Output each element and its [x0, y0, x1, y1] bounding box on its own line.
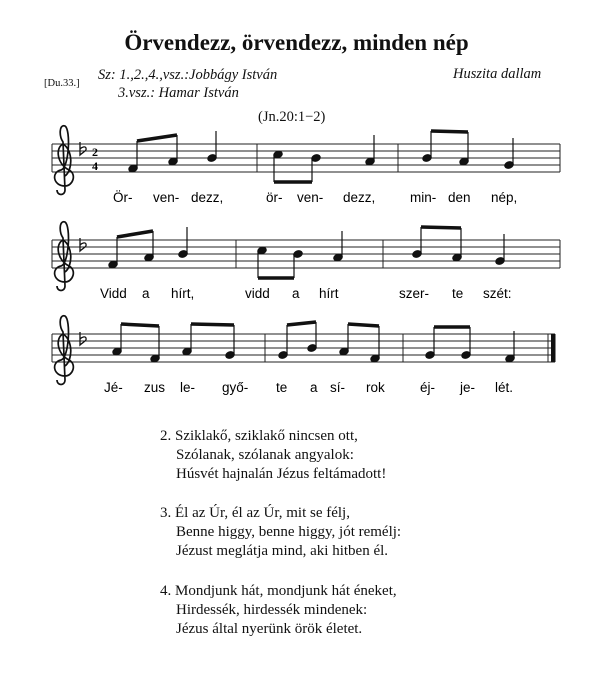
hymnal-reference: [Du.33.] — [44, 78, 80, 89]
bible-reference: (Jn.20:1−2) — [258, 109, 326, 125]
verse-line: Szólanak, szólanak angyalok: — [176, 447, 354, 463]
lyric-syllable: Ör- — [113, 190, 133, 205]
lyric-syllable: sí- — [330, 380, 345, 395]
lyric-syllable: je- — [460, 380, 476, 395]
hymn-title: Örvendezz, örvendezz, minden nép — [124, 30, 469, 55]
staff-system-2 — [52, 222, 560, 301]
lyric-syllable: min- — [410, 190, 437, 205]
notes-system-3 — [112, 322, 515, 363]
notes-system-2 — [108, 227, 505, 278]
lyric-syllable: győ- — [222, 380, 249, 395]
lyrics-line-1 — [113, 190, 517, 205]
notes-system-1 — [128, 131, 514, 182]
verse-2 — [160, 427, 386, 484]
lyric-syllable: hírt, — [171, 286, 195, 301]
final-barline — [551, 334, 556, 362]
verse-line: Jézus által nyerünk örök életet. — [176, 621, 363, 637]
credit-line-2: 3.vsz.: Hamar István — [118, 85, 239, 101]
lyrics-line-3 — [104, 380, 513, 395]
lyric-syllable: dezz, — [191, 190, 224, 205]
lyric-syllable: ven- — [297, 190, 324, 205]
melody-source: Huszita dallam — [453, 66, 542, 82]
lyric-syllable: ör- — [266, 190, 283, 205]
lyric-syllable: le- — [180, 380, 196, 395]
lyric-syllable: nép, — [491, 190, 518, 205]
lyric-syllable: dezz, — [343, 190, 376, 205]
verse-number: 4. — [160, 583, 172, 599]
lyric-syllable: a — [310, 380, 318, 395]
verse-line: 4. Mondjunk hát, mondjunk hát éneket, — [160, 583, 397, 599]
lyric-syllable: hírt — [319, 286, 339, 301]
lyric-syllable: zus — [144, 380, 166, 395]
lyric-syllable: te — [452, 286, 464, 301]
verse-line: Hirdessék, hirdessék mindenek: — [176, 602, 368, 618]
lyric-syllable: Vidd — [100, 286, 127, 301]
staff-system-1 — [52, 126, 560, 205]
lyric-syllable: Jé- — [104, 380, 123, 395]
lyric-syllable: den — [448, 190, 471, 205]
treble-clef-icon — [55, 126, 74, 195]
verse-3 — [160, 504, 401, 561]
verse-4 — [160, 582, 397, 639]
lyric-syllable: ven- — [153, 190, 180, 205]
lyric-syllable: te — [276, 380, 288, 395]
verse-line: 2. Sziklakő, sziklakő nincsen ott, — [160, 428, 358, 444]
lyric-syllable: a — [292, 286, 300, 301]
time-signature-bottom: 4 — [92, 159, 98, 173]
verse-number: 2. — [160, 428, 172, 444]
time-signature-top: 2 — [92, 145, 98, 159]
lyric-syllable: vidd — [245, 286, 270, 301]
lyric-syllable: rok — [366, 380, 385, 395]
verse-line: Benne higgy, benne higgy, jót remélj: — [176, 524, 402, 540]
verse-number: 3. — [160, 505, 172, 521]
lyric-syllable: lét. — [495, 380, 514, 395]
treble-clef-icon — [55, 222, 74, 291]
staff-system-3 — [52, 316, 556, 395]
lyric-syllable: éj- — [420, 380, 436, 395]
lyric-syllable: szét: — [483, 286, 512, 301]
lyric-syllable: szer- — [399, 286, 429, 301]
credit-line-1: Sz: 1.,2.,4.,vsz.:Jobbágy István — [98, 67, 278, 83]
lyric-syllable: a — [142, 286, 150, 301]
verse-line: 3. Él az Úr, él az Úr, mit se félj, — [160, 505, 350, 521]
verse-line: Jézust meglátja mind, aki hitben él. — [176, 543, 389, 559]
treble-clef-icon — [55, 316, 74, 385]
lyrics-line-2 — [100, 286, 512, 301]
verse-line: Húsvét hajnalán Jézus feltámadott! — [176, 466, 387, 482]
